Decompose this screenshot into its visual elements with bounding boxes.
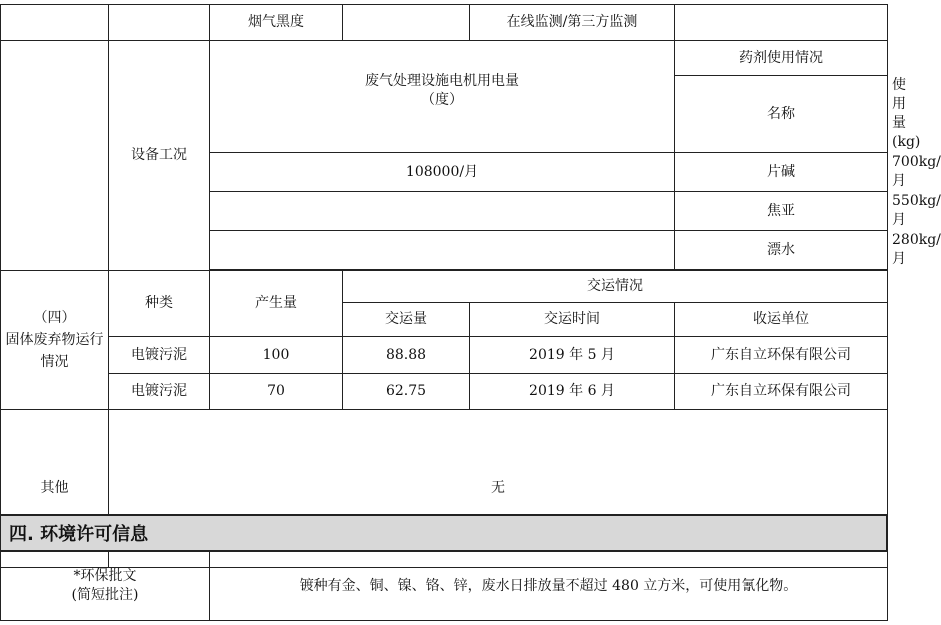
smoke-label: 烟气黑度 — [210, 5, 343, 41]
permit-row — [1, 552, 888, 621]
smoke-method-value — [675, 5, 888, 41]
blank-cell — [1, 41, 109, 271]
col-produced: 产生量 — [210, 271, 343, 337]
waste-produced: 100 — [210, 337, 343, 374]
chem-col-name: 名称 — [675, 76, 888, 153]
waste-type: 电镀污泥 — [109, 337, 210, 374]
waste-produced: 70 — [210, 374, 343, 410]
waste-header-row — [1, 271, 888, 303]
permit-label-line2: (简短批注) — [71, 587, 139, 603]
chem-column-row: 名称 使用量(kg) — [1, 76, 888, 153]
equipment-header-row — [1, 41, 888, 76]
power-header — [210, 41, 675, 153]
other-value: 无 — [109, 410, 888, 568]
waste-type: 电镀污泥 — [109, 374, 210, 410]
permit-value: 镀种有金、铜、镍、铬、锌，废水日排放量不超过 480 立方米，可使用氰化物。 — [210, 552, 888, 621]
waste-row — [1, 337, 888, 374]
smoke-value — [343, 5, 470, 41]
col-transfer: 交运情况 — [343, 271, 888, 303]
power-header-line1: 废气处理设施电机用电量 — [365, 72, 519, 89]
waste-amount: 62.75 — [343, 374, 470, 410]
chem-row: 焦亚 550kg/月 — [1, 192, 888, 231]
chem-row: 108000/月 片碱 700kg/月 — [1, 153, 888, 192]
other-label: 其他 — [1, 410, 109, 568]
chem-name: 片碱 — [675, 153, 888, 192]
permit-table — [0, 551, 888, 621]
waste-amount: 88.88 — [343, 337, 470, 374]
permit-label-line1: *环保批文 — [73, 568, 137, 584]
smoke-row — [1, 5, 888, 41]
chem-row: 漂水 280kg/月 — [1, 231, 888, 270]
blank-cell — [210, 231, 675, 270]
waste-time: 2019 年 5 月 — [470, 337, 675, 374]
equipment-section-label: 设备工况 — [109, 41, 210, 271]
section-4-title: 四. 环境许可信息 — [9, 524, 149, 545]
waste-section-line2: 固体废弃物运行 — [5, 332, 104, 348]
waste-section-label — [1, 271, 109, 410]
operation-table — [0, 4, 941, 568]
chem-header: 药剂使用情况 — [675, 41, 888, 76]
col-time: 交运时间 — [470, 303, 675, 337]
section-4-header — [0, 514, 887, 551]
smoke-method: 在线监测/第三方监测 — [470, 5, 675, 41]
col-amount: 交运量 — [343, 303, 470, 337]
waste-time: 2019 年 6 月 — [470, 374, 675, 410]
permit-label — [1, 552, 210, 621]
waste-receiver: 广东自立环保有限公司 — [675, 337, 888, 374]
waste-receiver: 广东自立环保有限公司 — [675, 374, 888, 410]
blank-cell — [210, 192, 675, 231]
blank-cell — [109, 5, 210, 41]
blank-cell — [1, 5, 109, 41]
chem-name: 焦亚 — [675, 192, 888, 231]
col-type: 种类 — [109, 271, 210, 337]
power-value: 108000/月 — [210, 153, 675, 192]
waste-section-line1: （四） — [33, 310, 76, 326]
chem-name: 漂水 — [675, 231, 888, 270]
waste-row — [1, 374, 888, 410]
waste-section-line3: 情况 — [40, 354, 69, 370]
power-header-line2: （度） — [421, 91, 463, 108]
col-receiver: 收运单位 — [675, 303, 888, 337]
